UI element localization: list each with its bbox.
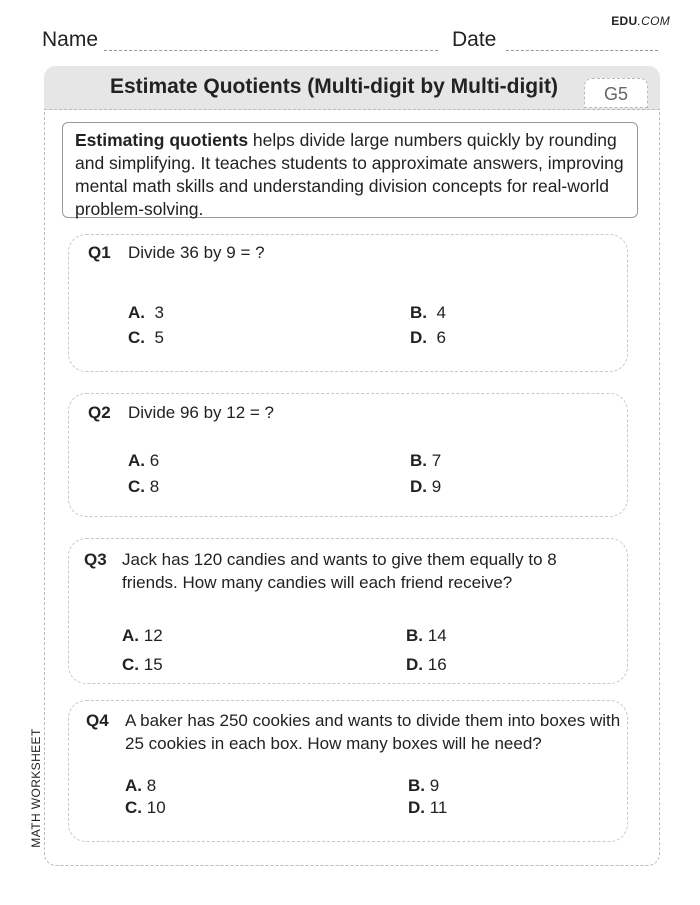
date-line[interactable] [506,50,658,51]
question-number: Q3 [84,550,107,569]
option-c[interactable]: C. 10 [125,798,166,817]
name-label: Name [42,28,99,51]
option-b[interactable]: B. 4 [410,303,446,322]
question-number: Q2 [88,403,111,422]
option-b[interactable]: B. 9 [408,776,440,795]
question-number: Q1 [88,243,111,262]
date-label: Date [452,28,497,51]
side-label: MATH WORKSHEET [29,727,43,848]
grade-tab: G5 [584,78,648,108]
option-a[interactable]: A. 12 [122,626,163,645]
intro-text: helps divide large numbers quickly by rounding and simplifying. It teaches students to approximate answers, improving mental math skills and understanding division concepts for real-world problem-solving. [75,130,624,219]
option-d[interactable]: D. 16 [406,655,447,674]
question-text: Divide 36 by 9 = ? [128,243,265,262]
worksheet-title: Estimate Quotients (Multi-digit by Multi-digit) [110,75,558,98]
question-text: Jack has 120 candies and wants to give them equally to 8 friends. How many candies will each friend receive? [122,550,557,592]
intro-box [62,122,638,218]
option-a[interactable]: A. 6 [128,451,160,470]
option-c[interactable]: C. 15 [122,655,163,674]
brand-name: EDU [611,14,638,28]
question-number: Q4 [86,711,109,730]
brand-logo [611,14,670,28]
option-c[interactable]: C. 8 [128,477,160,496]
intro-bold: Estimating quotients [75,130,249,150]
option-a[interactable]: A. 3 [128,303,164,322]
question-text: Divide 96 by 12 = ? [128,403,275,422]
side-label-container [26,720,46,855]
option-d[interactable]: D. 11 [408,798,448,817]
brand-suffix: .COM [637,14,670,28]
option-d[interactable]: D. 6 [410,328,446,347]
option-c[interactable]: C. 5 [128,328,164,347]
option-b[interactable]: B. 14 [406,626,447,645]
question-text: A baker has 250 cookies and wants to divide them into boxes with 25 cookies in each box. How many boxes will he need? [125,711,621,753]
option-d[interactable]: D. 9 [410,477,442,496]
option-b[interactable]: B. 7 [410,451,442,470]
name-line[interactable] [104,50,438,51]
option-a[interactable]: A. 8 [125,776,157,795]
